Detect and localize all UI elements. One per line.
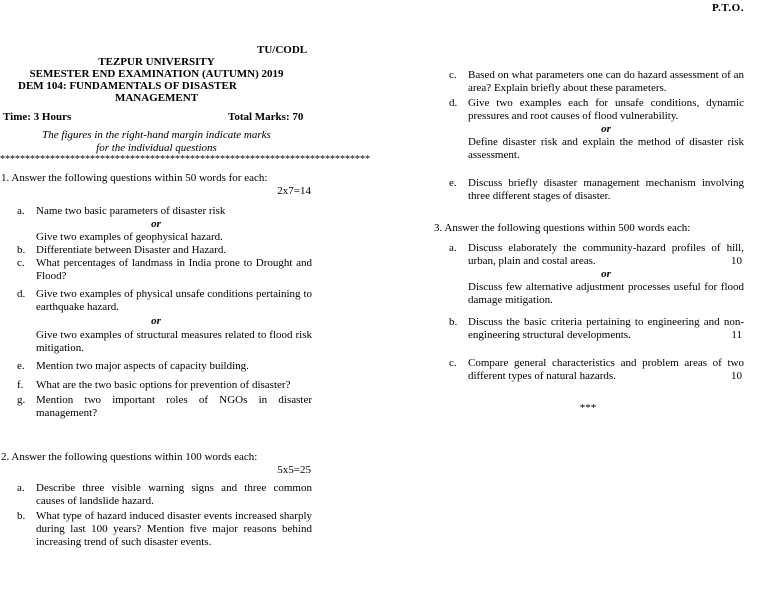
q2-item-d	[432, 97, 744, 123]
q3-a-or: or	[601, 268, 611, 280]
q2-item-c-label: c.	[449, 69, 457, 81]
q3-item-c	[432, 357, 744, 383]
question-3-items	[432, 242, 744, 383]
q3-item-c-label: c.	[449, 357, 457, 369]
q3-item-b-marks: 11	[731, 329, 742, 341]
q2-item-d-alt-text: Define disaster risk and explain the method of disaster risk assessment.	[468, 136, 744, 161]
q2-item-e	[432, 177, 744, 203]
q3-item-b-label: b.	[449, 316, 458, 328]
question-3	[434, 222, 744, 235]
q2-item-d-text: Give two examples each for unsafe conditions, dynamic pressures and root causes of flood vulnerability.	[468, 97, 744, 122]
q3-item-a-alt-text: Discuss few alternative adjustment processes useful for flood damage mitigation.	[468, 281, 744, 306]
q1-item-b-text: Differentiate between Disaster and Hazard.	[36, 244, 227, 256]
q1-item-d-alt-text: Give two examples of structural measures related to flood risk mitigation.	[36, 329, 312, 354]
q1-item-e-label: e.	[17, 360, 25, 372]
q2-item-a-label: a.	[17, 482, 25, 494]
q2-item-c	[432, 69, 744, 95]
q2-item-d-label: d.	[449, 97, 458, 109]
q1-d-or: or	[151, 315, 161, 327]
q1-item-f	[0, 379, 312, 392]
q2-d-or: or	[601, 123, 611, 135]
q3-item-a-marks: 10	[731, 255, 742, 267]
q1-item-b-label: b.	[17, 244, 26, 256]
q1-item-c	[0, 257, 312, 283]
q3-item-a-text: Discuss elaborately the community-hazard profiles of hill, urban, plain and costal areas.	[468, 242, 744, 267]
course-title-line2: MANAGEMENT	[114, 92, 199, 104]
course-code: TU/CODL	[257, 44, 308, 56]
question-2-heading: 2. Answer the following questions within 100 words each:	[1, 451, 258, 463]
q1-item-g-label: g.	[17, 394, 26, 406]
q1-item-d	[0, 288, 312, 314]
question-2-items-right	[432, 69, 744, 203]
q2-item-b-label: b.	[17, 510, 26, 522]
q1-item-d-text: Give two examples of physical unsafe conditions pertaining to earthquake hazard.	[36, 288, 312, 313]
q3-item-a-alt	[432, 281, 744, 307]
marks-note-line2: for the individual questions	[96, 142, 217, 154]
q3-item-a-label: a.	[449, 242, 457, 254]
pto-label: P.T.O.	[711, 2, 744, 14]
question-1	[1, 172, 311, 198]
q1-a-or: or	[151, 218, 161, 230]
q1-item-a-alt-text: Give two examples of geophysical hazard.	[36, 231, 223, 243]
question-1-heading: 1. Answer the following questions within 50 words for each:	[1, 172, 268, 184]
question-2	[1, 451, 311, 477]
q1-item-f-label: f.	[17, 379, 24, 391]
q1-item-d-alt	[0, 329, 312, 355]
q1-item-c-text: What percentages of landmass in India prone to Drought and Flood?	[36, 257, 312, 282]
exam-name: SEMESTER END EXAMINATION (AUTUMN) 2019	[29, 68, 284, 80]
total-marks: Total Marks: 70	[228, 111, 304, 123]
q3-item-b-text: Discuss the basic criteria pertaining to engineering and non-engineering structural developments.	[468, 316, 744, 341]
q2-item-a	[0, 482, 312, 508]
q1-item-g-text: Mention two important roles of NGOs in disaster management?	[36, 394, 312, 419]
q3-item-c-text: Compare general characteristics and problem areas of two different types of natural hazards.	[468, 357, 744, 382]
q2-item-d-alt	[432, 136, 744, 162]
q1-item-a	[0, 205, 312, 218]
q1-item-b	[0, 244, 312, 257]
q1-item-a-alt	[0, 231, 312, 244]
q3-item-a	[432, 242, 744, 268]
q2-item-b	[0, 510, 312, 549]
q3-item-b	[432, 316, 744, 342]
q1-item-d-label: d.	[17, 288, 26, 300]
marks-note-line1: The figures in the right-hand margin indicate marks	[42, 129, 271, 141]
q1-item-a-text: Name two basic parameters of disaster risk	[36, 205, 226, 217]
q1-item-f-text: What are the two basic options for prevention of disaster?	[36, 379, 291, 391]
separator-stars: **************************************************************************	[0, 154, 370, 165]
q1-item-g	[0, 394, 312, 420]
q1-item-a-label: a.	[17, 205, 25, 217]
q1-item-c-label: c.	[17, 257, 25, 269]
exam-header	[0, 56, 313, 104]
q2-item-a-text: Describe three visible warning signs and three common causes of landslide hazard.	[36, 482, 312, 507]
question-1-marks: 2x7=14	[277, 185, 311, 197]
course-title-line1: DEM 104: FUNDAMENTALS OF DISASTER	[18, 80, 237, 92]
end-marker: ***	[579, 402, 597, 414]
question-3-heading: 3. Answer the following questions within 500 words each:	[434, 222, 691, 234]
q2-item-e-label: e.	[449, 177, 457, 189]
exam-time: Time: 3 Hours	[3, 111, 72, 123]
university-name: TEZPUR UNIVERSITY	[98, 56, 215, 68]
q2-item-e-text: Discuss briefly disaster management mechanism involving three different stages of disaster.	[468, 177, 744, 202]
question-1-items	[0, 205, 312, 420]
q2-item-c-text: Based on what parameters one can do hazard assessment of an area? Explain briefly about these parameters.	[468, 69, 744, 94]
marks-note	[0, 129, 313, 155]
q3-item-c-marks: 10	[731, 370, 742, 382]
question-2-marks: 5x5=25	[277, 464, 311, 476]
q2-item-b-text: What type of hazard induced disaster events increased sharply during last 100 years? Mention five major reasons behind increasing trend of such disaster events.	[36, 510, 312, 548]
q1-item-e-text: Mention two major aspects of capacity building.	[36, 360, 249, 372]
q1-item-e	[0, 360, 312, 373]
question-2-items-left	[0, 482, 312, 549]
